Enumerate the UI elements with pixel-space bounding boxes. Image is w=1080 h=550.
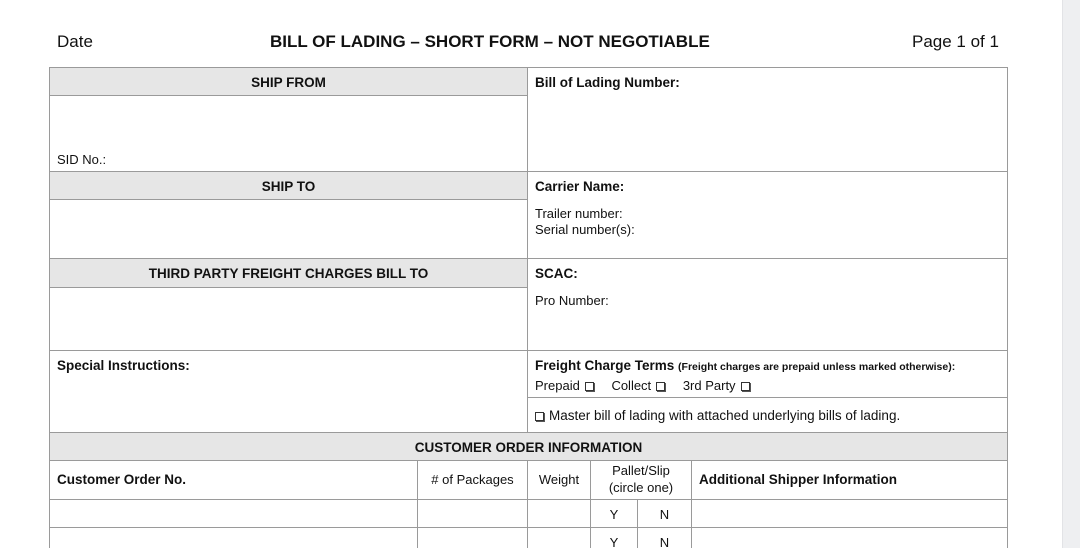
scac-label: SCAC:: [535, 266, 578, 281]
ship-from-field[interactable]: [50, 96, 527, 171]
rule: [49, 350, 1008, 351]
third-party-option-label: 3rd Party: [682, 378, 736, 393]
page-indicator: Page 1 of 1: [912, 32, 999, 51]
col-pallet-circle-one: (circle one): [608, 480, 674, 495]
rule: [49, 527, 1008, 528]
freight-terms-line: [535, 358, 955, 373]
rule: [527, 397, 1008, 398]
freight-terms-options: [535, 378, 750, 393]
third-party-checkbox[interactable]: [741, 382, 750, 391]
rule: [49, 499, 1008, 500]
ship-to-title: SHIP TO: [261, 179, 316, 194]
table-border-right: [1007, 67, 1008, 548]
row1-pallet-n[interactable]: N: [659, 507, 670, 522]
ship-to-field[interactable]: [50, 200, 527, 258]
prepaid-label: Prepaid: [535, 378, 580, 393]
document-title: BILL OF LADING – SHORT FORM – NOT NEGOTIABLE: [270, 32, 710, 51]
rule: [691, 460, 692, 548]
third-party-title: THIRD PARTY FREIGHT CHARGES BILL TO: [148, 266, 429, 281]
collect-label: Collect: [611, 378, 652, 393]
pro-number-label: Pro Number:: [535, 293, 609, 308]
row2-pallet-n[interactable]: N: [659, 535, 670, 550]
col-pallet-slip: Pallet/Slip: [612, 463, 670, 478]
col-additional-shipper-info: Additional Shipper Information: [699, 472, 897, 487]
row1-pallet-y[interactable]: Y: [609, 507, 619, 522]
freight-terms-note: (Freight charges are prepaid unless marked otherwise):: [678, 361, 956, 373]
sid-number-label: SID No.:: [57, 152, 107, 167]
ship-from-title: SHIP FROM: [251, 75, 326, 90]
row2-pallet-y[interactable]: Y: [609, 535, 619, 550]
customer-order-title: CUSTOMER ORDER INFORMATION: [414, 440, 643, 455]
carrier-name-label: Carrier Name:: [535, 179, 625, 194]
vertical-scrollbar[interactable]: [1062, 0, 1080, 548]
trailer-number-label: Trailer number:: [535, 206, 623, 221]
col-customer-order-no: Customer Order No.: [57, 472, 187, 487]
col-weight: Weight: [538, 472, 580, 487]
special-instructions-label: Special Instructions:: [57, 358, 190, 373]
col-packages: # of Packages: [431, 472, 514, 487]
master-bol-label: Master bill of lading with attached underlying bills of lading.: [549, 408, 901, 423]
freight-terms-title: Freight Charge Terms: [535, 358, 675, 373]
third-party-field[interactable]: [50, 288, 527, 350]
date-label: Date: [57, 32, 93, 51]
master-bol-checkbox[interactable]: [535, 412, 544, 421]
special-instructions-field[interactable]: [50, 375, 527, 431]
collect-checkbox[interactable]: [656, 382, 665, 391]
prepaid-checkbox[interactable]: [585, 382, 594, 391]
bol-number-label: Bill of Lading Number:: [535, 75, 680, 90]
master-bol-line: [535, 408, 900, 423]
serial-numbers-label: Serial number(s):: [535, 222, 635, 237]
rule: [49, 460, 1008, 461]
bol-number-field[interactable]: [528, 92, 1007, 171]
